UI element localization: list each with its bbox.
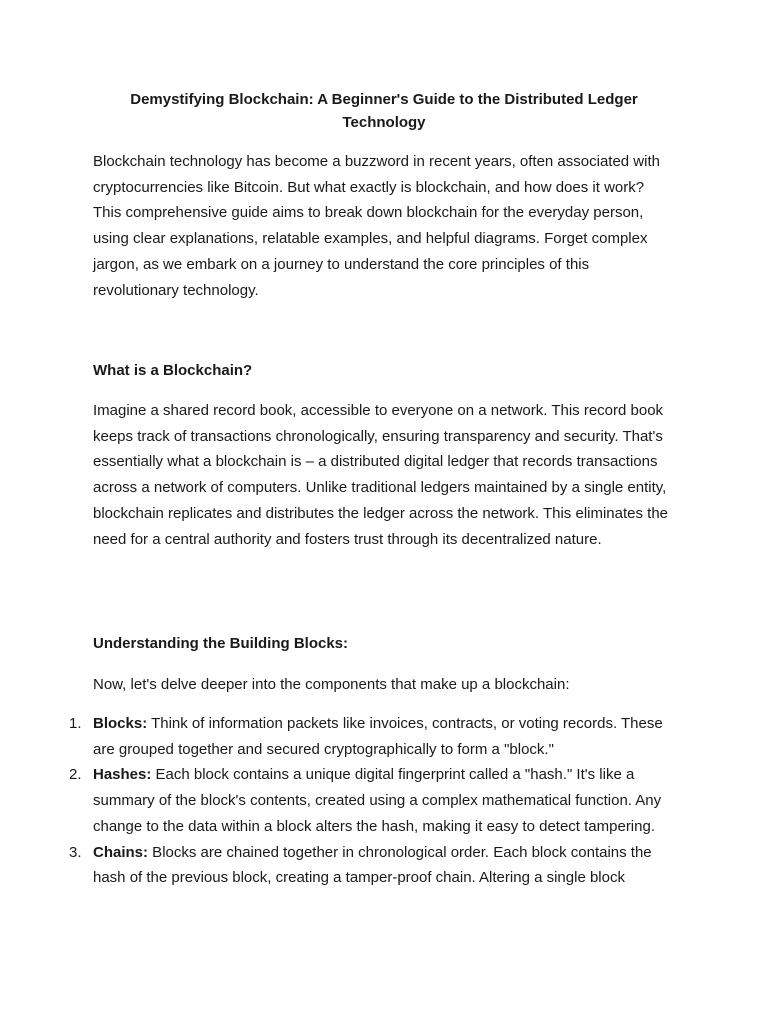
- list-item: [69, 840, 683, 891]
- list-item-number: 1.: [69, 715, 82, 732]
- list-item-number: 2.: [69, 766, 82, 784]
- intro-paragraph: Blockchain technology has become a buzzword in recent years, often associated with cryptocurrencies like Bitcoin. But what exactly is blockchain, and how does it work? This comprehensive guide aims to break down blockchain for the everyday person, using clear explanations, relatable examples, and helpful diagrams. Forget complex jargon, as we embark on a journey to understand the core principles of this revolutionary technology.: [93, 153, 660, 299]
- list-item: [69, 711, 683, 762]
- building-blocks-list: [69, 711, 683, 891]
- list-item-number: 3.: [69, 843, 82, 861]
- list-item-term: Blocks:: [93, 715, 148, 732]
- section-heading-building-blocks: Understanding the Building Blocks:: [93, 635, 349, 652]
- section-heading-what-is-blockchain: What is a Blockchain?: [93, 362, 253, 379]
- list-item-term: Chains:: [93, 843, 149, 861]
- list-item: [69, 762, 683, 839]
- document-title: Demystifying Blockchain: A Beginner's Guide to the Distributed Ledger Technology: [130, 91, 638, 131]
- section-body-what-is-blockchain: Imagine a shared record book, accessible to everyone on a network. This record book keeps track of transactions chronologically, ensuring transparency and security. That's essentially what a blockchain is – a distributed digital ledger that records transactions across a network of computers. Unlike traditional ledgers maintained by a single entity, blockchain replicates and distributes the ledger across the network. This eliminates the need for a central authority and fosters trust through its decentralized nature.: [93, 402, 669, 548]
- list-item-term: Hashes:: [93, 766, 152, 784]
- section-intro-building-blocks: Now, let's delve deeper into the components that make up a blockchain:: [93, 676, 570, 693]
- list-item-text: Each block contains a unique digital fingerprint called a "hash." It's like a summary of the block's contents, created using a complex mathematical function. Any change to the data within a block alters the hash, making it easy to detect tampering.: [93, 766, 662, 835]
- list-item-text: Think of information packets like invoices, contracts, or voting records. These are grouped together and secured cryptographically to form a "block.": [93, 715, 663, 758]
- list-item-text: Blocks are chained together in chronological order. Each block contains the hash of the previous block, creating a tamper-proof chain. Altering a single block: [93, 843, 652, 887]
